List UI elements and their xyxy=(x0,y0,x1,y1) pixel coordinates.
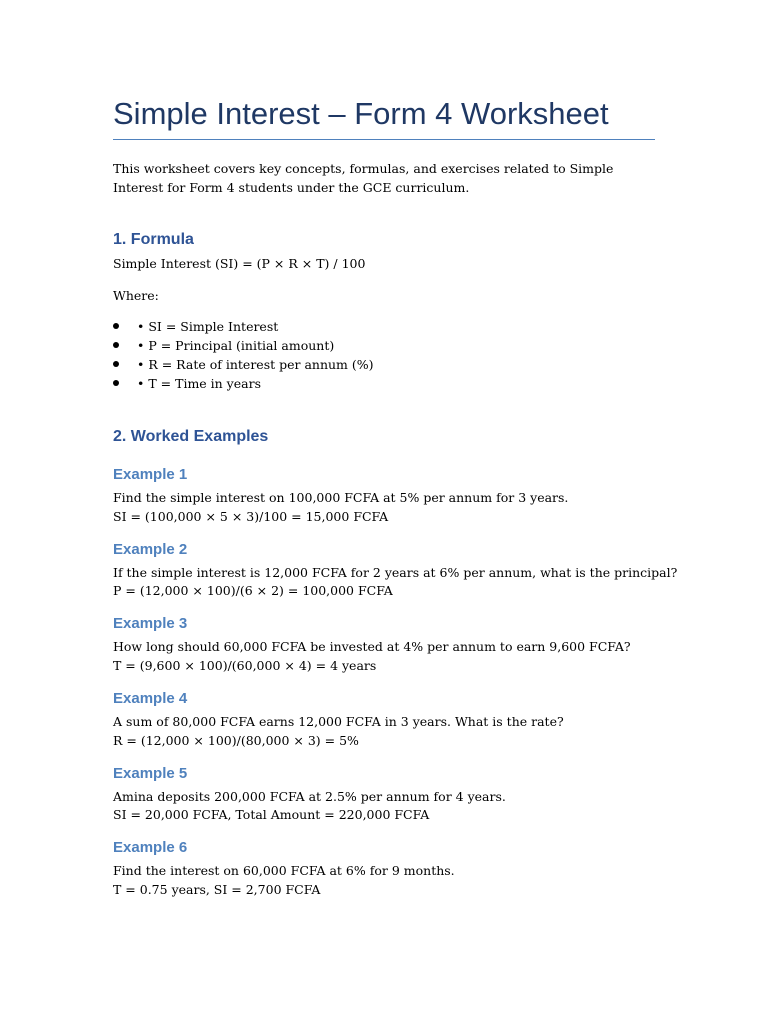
list-item xyxy=(113,374,374,393)
example-4-question: A sum of 80,000 FCFA earns 12,000 FCFA in 3 years. What is the rate? xyxy=(113,714,564,729)
examples-heading: 2. Worked Examples xyxy=(113,428,269,445)
example-5-question: Amina deposits 200,000 FCFA at 2.5% per annum for 4 years. xyxy=(113,789,506,804)
formula-text: Simple Interest (SI) = (P × R × T) / 100 xyxy=(113,256,366,271)
example-1-solution: SI = (100,000 × 5 × 3)/100 = 15,000 FCFA xyxy=(113,509,389,524)
bullet-icon xyxy=(113,323,119,329)
variable-list xyxy=(113,317,374,393)
list-item-text: • SI = Simple Interest xyxy=(137,319,279,334)
example-4-solution: R = (12,000 × 100)/(80,000 × 3) = 5% xyxy=(113,733,359,748)
example-3-question: How long should 60,000 FCFA be invested at 4% per annum to earn 9,600 FCFA? xyxy=(113,639,631,654)
list-item xyxy=(113,317,374,336)
example-2-solution: P = (12,000 × 100)/(6 × 2) = 100,000 FCFA xyxy=(113,583,393,598)
example-1-title: Example 1 xyxy=(113,466,188,483)
bullet-icon xyxy=(113,380,119,386)
intro-paragraph: This worksheet covers key concepts, formulas, and exercises related to Simple Interest for Form 4 students under the GCE curriculum. xyxy=(113,161,614,195)
example-6-title: Example 6 xyxy=(113,839,188,856)
list-item xyxy=(113,355,374,374)
example-1-question: Find the simple interest on 100,000 FCFA at 5% per annum for 3 years. xyxy=(113,490,569,505)
formula-heading: 1. Formula xyxy=(113,231,194,248)
example-5-solution: SI = 20,000 FCFA, Total Amount = 220,000 FCFA xyxy=(113,807,430,822)
bullet-icon xyxy=(113,361,119,367)
document-title: Simple Interest – Form 4 Worksheet xyxy=(113,96,609,131)
list-item-text: • P = Principal (initial amount) xyxy=(137,338,335,353)
example-3-title: Example 3 xyxy=(113,615,188,632)
example-6-solution: T = 0.75 years, SI = 2,700 FCFA xyxy=(113,882,321,897)
bullet-icon xyxy=(113,342,119,348)
list-item xyxy=(113,336,374,355)
example-3-solution: T = (9,600 × 100)/(60,000 × 4) = 4 years xyxy=(113,658,377,673)
list-item-text: • T = Time in years xyxy=(137,376,261,391)
example-2-question: If the simple interest is 12,000 FCFA for 2 years at 6% per annum, what is the principal? xyxy=(113,565,678,580)
example-5-title: Example 5 xyxy=(113,765,188,782)
example-6-question: Find the interest on 60,000 FCFA at 6% for 9 months. xyxy=(113,863,455,878)
example-4-title: Example 4 xyxy=(113,690,188,707)
example-2-title: Example 2 xyxy=(113,541,188,558)
list-item-text: • R = Rate of interest per annum (%) xyxy=(137,357,374,372)
where-label: Where: xyxy=(113,288,159,303)
title-underline xyxy=(113,139,655,140)
